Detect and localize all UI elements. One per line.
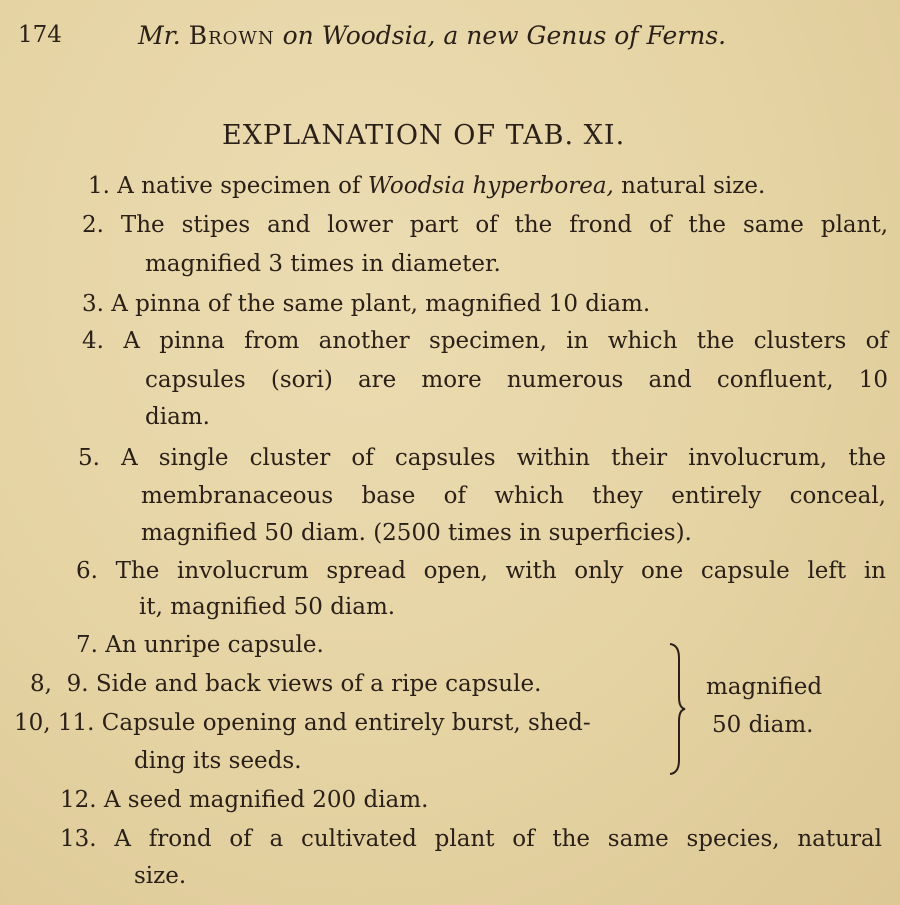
entry-number: 3. xyxy=(82,291,104,317)
entry-number: 4. xyxy=(82,328,104,354)
entry-2 xyxy=(82,212,888,238)
entry-8-9 xyxy=(30,671,541,697)
entry-number: 7. xyxy=(76,632,98,658)
entry-number: 2. xyxy=(82,212,104,238)
entry-6 xyxy=(76,558,886,584)
brace-note-line1: magnified xyxy=(706,674,823,700)
entry-text: A native specimen of xyxy=(117,173,368,199)
entry-13-continuation: size. xyxy=(134,863,187,889)
entry-text: A pinna of the same plant, magnified 10 diam. xyxy=(111,291,651,317)
entry-number: 13. xyxy=(60,826,97,852)
entry-text: natural size. xyxy=(613,173,766,199)
author-name: Brown xyxy=(188,21,275,50)
brace-note-line2: 50 diam. xyxy=(712,712,814,738)
section-title: EXPLANATION OF TAB. XI. xyxy=(222,120,626,151)
entry-number: 5. xyxy=(78,445,100,471)
entry-text: An unripe capsule. xyxy=(105,632,324,658)
entry-text: A seed magnified 200 diam. xyxy=(103,787,429,813)
entry-text: A single cluster of capsules within their involucrum, the xyxy=(121,445,887,471)
curly-brace xyxy=(668,642,686,776)
entry-7 xyxy=(76,632,324,658)
running-title xyxy=(138,21,726,50)
page-number: 174 xyxy=(18,22,62,48)
entry-number: 12. xyxy=(60,787,97,813)
entry-5-continuation: membranaceous base of which they entirely conceal, xyxy=(141,483,886,509)
entry-text: The stipes and lower part of the frond of the same plant, xyxy=(120,212,889,238)
species-name: Woodsia hyperborea, xyxy=(367,173,614,199)
entry-1 xyxy=(88,173,765,199)
entry-3 xyxy=(82,291,650,317)
entry-number: 8, 9. xyxy=(30,671,89,697)
entry-text: Side and back views of a ripe capsule. xyxy=(95,671,542,697)
entry-10-11 xyxy=(14,710,591,736)
entry-13 xyxy=(60,826,882,852)
title-rest: on Woodsia, a new Genus of Ferns. xyxy=(282,21,727,50)
entry-text: The involucrum spread open, with only one capsule left in xyxy=(115,558,886,584)
entry-4-continuation: diam. xyxy=(145,404,210,430)
entry-10-11-continuation: ding its seeds. xyxy=(134,748,302,774)
entry-6-continuation: it, magnified 50 diam. xyxy=(139,594,396,620)
entry-text: A frond of a cultivated plant of the same species, natural xyxy=(114,826,883,852)
entry-5 xyxy=(78,445,886,471)
entry-12 xyxy=(60,787,428,813)
entry-number: 10, 11. xyxy=(14,710,95,736)
entry-text: Capsule opening and entirely burst, shed- xyxy=(101,710,591,736)
title-prefix: Mr. xyxy=(138,21,181,50)
entry-number: 6. xyxy=(76,558,98,584)
entry-2-continuation: magnified 3 times in diameter. xyxy=(145,251,501,277)
entry-4-continuation: capsules (sori) are more numerous and confluent, 10 xyxy=(145,367,888,393)
entry-text: A pinna from another specimen, in which the clusters of xyxy=(123,328,889,354)
entry-number: 1. xyxy=(88,173,110,199)
entry-4 xyxy=(82,328,888,354)
entry-5-continuation: magnified 50 diam. (2500 times in superficies). xyxy=(141,520,692,546)
